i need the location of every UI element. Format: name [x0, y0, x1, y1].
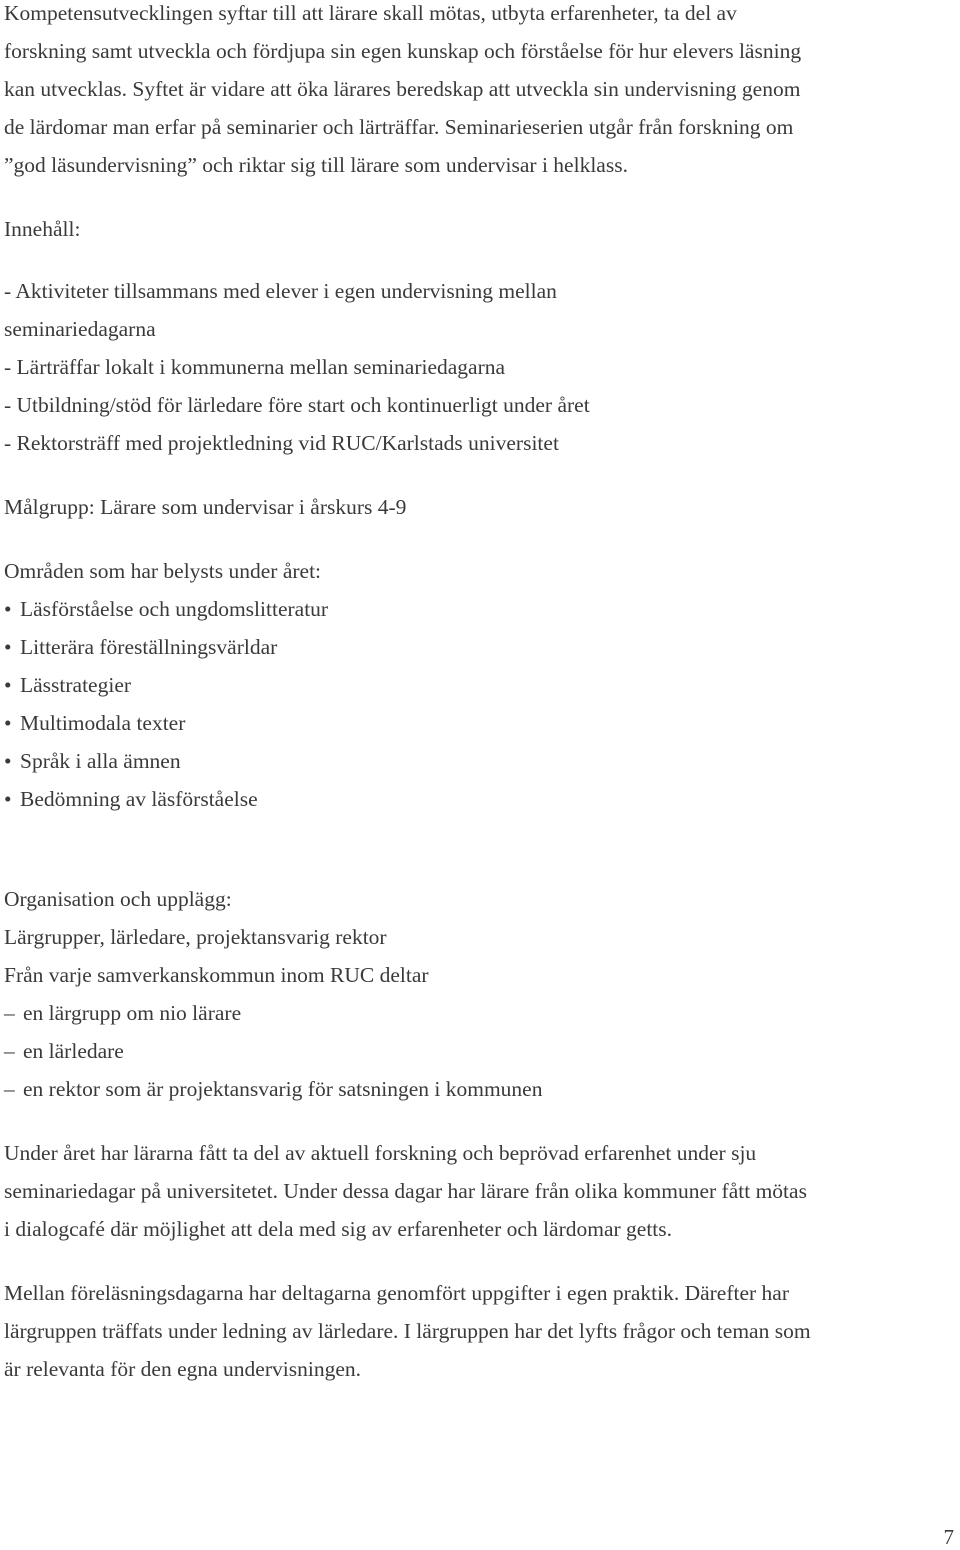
organisation-line: Från varje samverkanskommun inom RUC deltar	[4, 963, 429, 987]
target-group: Målgrupp: Lärare som undervisar i årskurs 4-9	[4, 495, 407, 519]
organisation-dash-item	[4, 1070, 958, 1108]
areas-list-item	[4, 742, 958, 780]
areas-heading: Områden som har belysts under året:	[4, 559, 322, 583]
bullet-icon: •	[4, 787, 12, 811]
bullet-icon: •	[4, 597, 12, 621]
dash-item-label: en rektor som är projektansvarig för satsningen i kommunen	[23, 1077, 543, 1101]
intro-line: forskning samt utveckla och fördjupa sin egen kunskap och förståelse för hur elevers läsning	[4, 39, 802, 63]
organisation-dash-item	[4, 994, 958, 1032]
page-number: 7	[943, 1525, 954, 1549]
area-label: Litterära föreställningsvärldar	[20, 635, 278, 659]
year-line: i dialogcafé där möjlighet att dela med sig av erfarenheter och lärdomar getts.	[4, 1217, 673, 1241]
intro-paragraph	[4, 0, 958, 184]
intro-line: ”god läsundervisning” och riktar sig till lärare som undervisar i helklass.	[4, 153, 628, 177]
dash-icon: –	[4, 1039, 15, 1063]
content-line: - Aktiviteter tillsammans med elever i egen undervisning mellan	[4, 279, 557, 303]
area-label: Multimodala texter	[20, 711, 186, 735]
bullet-icon: •	[4, 749, 12, 773]
bullet-icon: •	[4, 711, 12, 735]
content-section	[4, 210, 958, 462]
between-line: lärgruppen träffats under ledning av lärledare. I lärgruppen har det lyfts frågor och teman som	[4, 1319, 811, 1343]
areas-section	[4, 552, 958, 818]
dash-icon: –	[4, 1077, 15, 1101]
dash-item-label: en lärledare	[23, 1039, 124, 1063]
document-page	[4, 0, 958, 1388]
organisation-section	[4, 880, 958, 1108]
areas-list-item	[4, 704, 958, 742]
areas-list-item	[4, 590, 958, 628]
area-label: Språk i alla ämnen	[20, 749, 181, 773]
intro-line: Kompetensutvecklingen syftar till att lärare skall mötas, utbyta erfarenheter, ta del av	[4, 1, 737, 25]
content-line: - Rektorsträff med projektledning vid RUC/Karlstads universitet	[4, 431, 559, 455]
intro-line: kan utvecklas. Syftet är vidare att öka lärares beredskap att utveckla sin undervisning genom	[4, 77, 801, 101]
organisation-dash-item	[4, 1032, 958, 1070]
year-line: Under året har lärarna fått ta del av aktuell forskning och beprövad erfarenhet under sju	[4, 1141, 757, 1165]
bullet-icon: •	[4, 673, 12, 697]
organisation-line: Lärgrupper, lärledare, projektansvarig rektor	[4, 925, 387, 949]
between-line: är relevanta för den egna undervisningen.	[4, 1357, 361, 1381]
area-label: Lässtrategier	[20, 673, 132, 697]
dash-icon: –	[4, 1001, 15, 1025]
content-line: - Utbildning/stöd för lärledare före start och kontinuerligt under året	[4, 393, 590, 417]
areas-list-item	[4, 780, 958, 818]
year-line: seminariedagar på universitetet. Under dessa dagar har lärare från olika kommuner fått mötas	[4, 1179, 807, 1203]
area-label: Bedömning av läsförståelse	[20, 787, 258, 811]
between-line: Mellan föreläsningsdagarna har deltagarna genomfört uppgifter i egen praktik. Därefter har	[4, 1281, 790, 1305]
dash-item-label: en lärgrupp om nio lärare	[23, 1001, 242, 1025]
between-paragraph	[4, 1274, 958, 1388]
intro-line: de lärdomar man erfar på seminarier och lärträffar. Seminarieserien utgår från forskning om	[4, 115, 794, 139]
areas-list-item	[4, 666, 958, 704]
areas-list-item	[4, 628, 958, 666]
content-line: seminariedagarna	[4, 317, 156, 341]
year-paragraph	[4, 1134, 958, 1248]
organisation-heading: Organisation och upplägg:	[4, 887, 232, 911]
content-line: - Lärträffar lokalt i kommunerna mellan seminariedagarna	[4, 355, 506, 379]
area-label: Läsförståelse och ungdomslitteratur	[20, 597, 329, 621]
bullet-icon: •	[4, 635, 12, 659]
content-heading: Innehåll:	[4, 217, 81, 241]
